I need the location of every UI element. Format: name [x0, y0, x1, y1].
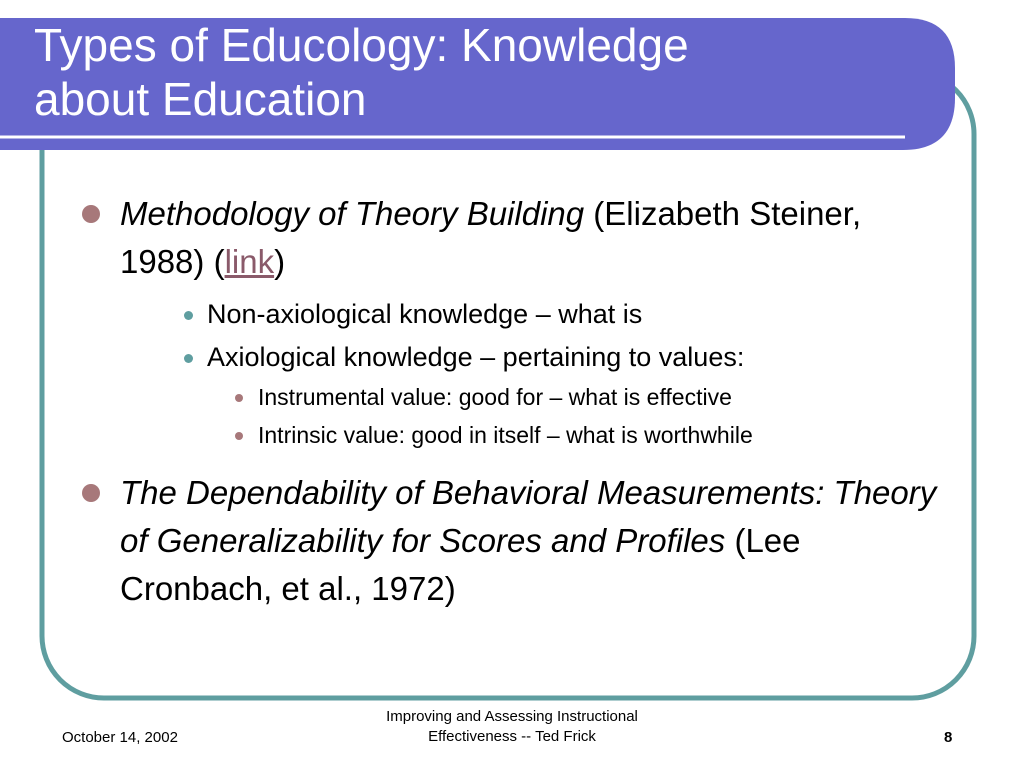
- book-title: The Dependability of Behavioral Measurements: Theory of Generalizability for Scores and Profiles: [120, 474, 937, 559]
- bullet-dot-icon: [184, 311, 193, 320]
- bullet-dot-icon: [82, 484, 100, 502]
- sub-bullet-text: Non-axiological knowledge – what is: [207, 299, 643, 329]
- footer-title-line-1: Improving and Assessing Instructional: [386, 708, 638, 725]
- sub-sub-bullet-text: Intrinsic value: good in itself – what is worthwhile: [258, 422, 753, 448]
- slide-title-line-2: about Education: [34, 73, 367, 125]
- footer-date: October 14, 2002: [62, 729, 178, 746]
- bullet-item-2: [80, 469, 940, 613]
- bullet-item-1: [80, 190, 940, 286]
- page-number: 8: [944, 729, 953, 746]
- bullet-list: [80, 190, 940, 625]
- bullet-dot-icon: [235, 394, 243, 402]
- book-title: Methodology of Theory Building: [120, 195, 585, 232]
- sub-sub-bullet-item: [80, 383, 940, 411]
- footer-title-line-2: Effectiveness -- Ted Frick: [428, 728, 596, 745]
- sub-sub-bullet-item: [80, 421, 940, 449]
- footer-title: [340, 707, 684, 747]
- bullet-dot-icon: [235, 432, 243, 440]
- citation-text: (Elizabeth Steiner, 1988) (: [120, 195, 862, 280]
- bullet-dot-icon: [184, 354, 193, 363]
- sub-sub-bullet-text: Instrumental value: good for – what is effective: [258, 384, 732, 410]
- sub-bullet-text: Axiological knowledge – pertaining to values:: [207, 342, 745, 372]
- citation-close: ): [274, 243, 286, 280]
- slide-title: [34, 18, 914, 126]
- sub-bullet-item: [80, 298, 940, 330]
- slide-title-line-1: Types of Educology: Knowledge: [34, 19, 689, 71]
- reference-link[interactable]: link: [224, 243, 275, 280]
- bullet-dot-icon: [82, 205, 100, 223]
- sub-bullet-item: [80, 341, 940, 373]
- citation-text: (Lee Cronbach, et al., 1972): [120, 522, 801, 607]
